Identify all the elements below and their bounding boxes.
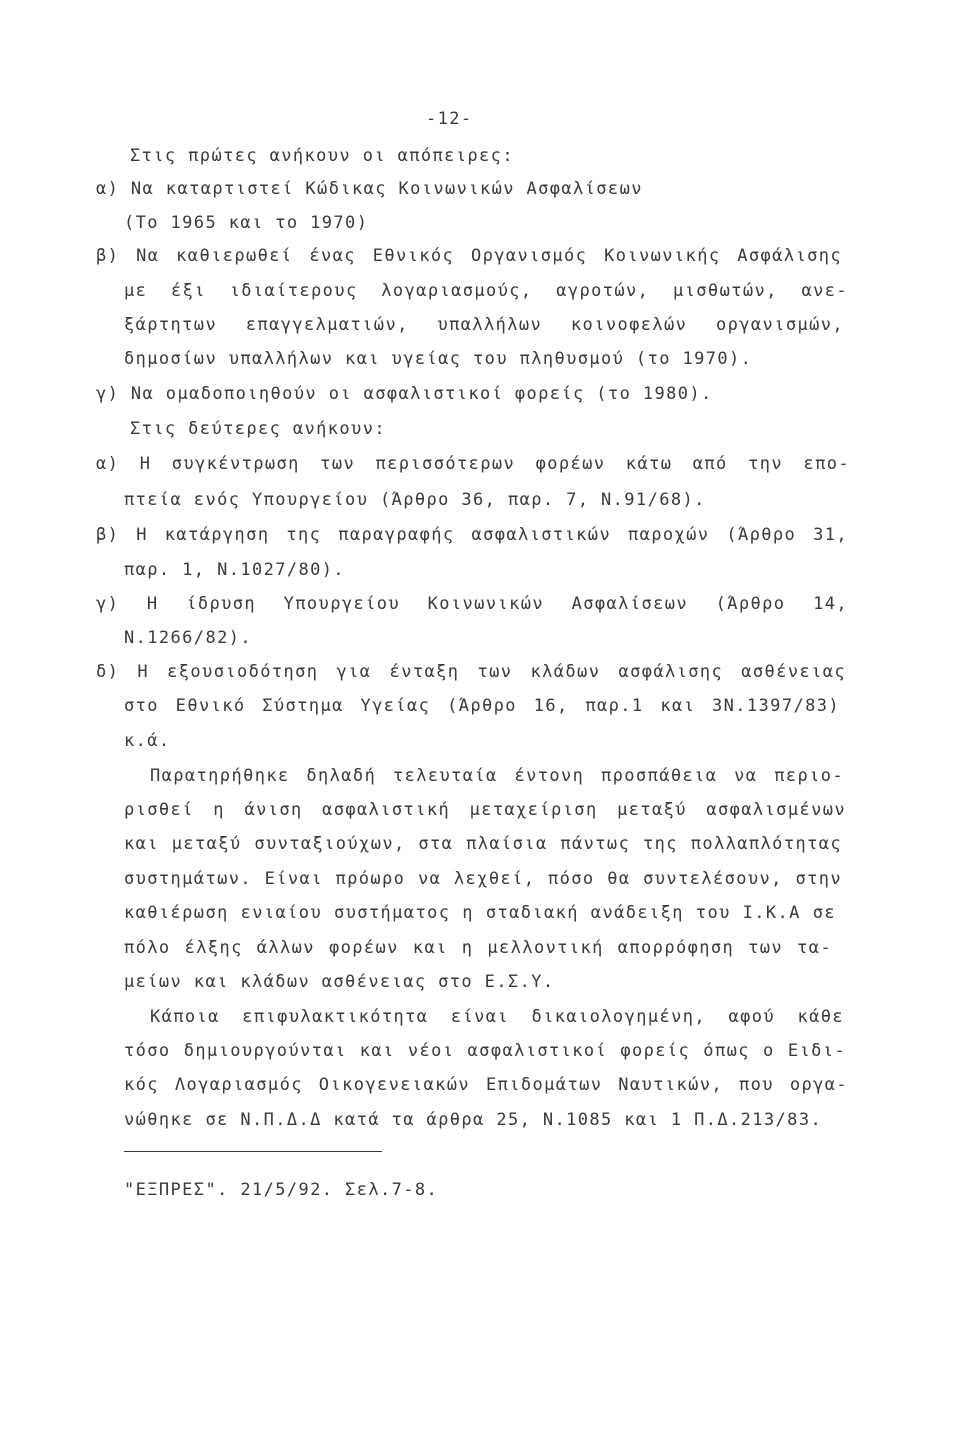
text-line: Στις δεύτερες ανήκουν: bbox=[130, 419, 386, 439]
text-line: πόλο έλξης άλλων φορέων και η μελλοντική απορρόφηση των τα- bbox=[124, 938, 832, 958]
text-line: δημοσίων υπαλλήλων και υγείας του πληθυσμού (το 1970). bbox=[124, 349, 753, 369]
text-line: στο Εθνικό Σύστημα Υγείας (Άρθρο 16, παρ.1 και 3Ν.1397/83) bbox=[124, 696, 840, 716]
list-item-a: α) Να καταρτιστεί Κώδικας Κοινωνικών Ασφαλίσεων bbox=[96, 179, 643, 199]
text-line: νώθηκε σε Ν.Π.Δ.Δ κατά τα άρθρα 25, Ν.1085 και 1 Π.Δ.213/83. bbox=[124, 1110, 823, 1130]
text-line: Παρατηρήθηκε δηλαδή τελευταία έντονη προσπάθεια να περιο- bbox=[150, 766, 844, 786]
text-line: Στις πρώτες ανήκουν οι απόπειρες: bbox=[130, 146, 514, 166]
text-line: παρ. 1, Ν.1027/80). bbox=[124, 560, 346, 580]
list-item-d: δ) Η εξουσιοδότηση για ένταξη των κλάδων ασφάλισης ασθένειας bbox=[96, 662, 846, 682]
footnote: "ΕΞΠΡΕΣ". 21/5/92. Σελ.7-8. bbox=[124, 1180, 439, 1200]
text-line: καθιέρωση ενιαίου συστήματος η σταδιακή ανάδειξη του Ι.Κ.Α σε bbox=[124, 903, 836, 923]
list-item-c: γ) Η ίδρυση Υπουργείου Κοινωνικών Ασφαλίσεων (Άρθρο 14, bbox=[96, 594, 848, 614]
text-line: συστημάτων. Είναι πρόωρο να λεχθεί, πόσο θα συντελέσουν, στην bbox=[124, 869, 842, 889]
text-line: μείων και κλάδων ασθένειας στο Ε.Σ.Υ. bbox=[124, 972, 555, 992]
text-line: τόσο δημιουργούνται και νέοι ασφαλιστικοί φορείς όπως ο Ειδι- bbox=[124, 1041, 846, 1061]
list-item-b: β) Η κατάργηση της παραγραφής ασφαλιστικών παροχών (Άρθρο 31, bbox=[96, 525, 848, 545]
text-line: με έξι ιδιαίτερους λογαριασμούς, αγροτών, μισθωτών, ανε- bbox=[124, 281, 848, 301]
text-line: κ.ά. bbox=[124, 731, 171, 751]
text-line: (Το 1965 και το 1970) bbox=[124, 213, 369, 233]
list-item-a: α) Η συγκέντρωση των περισσότερων φορέων κάτω από την επο- bbox=[96, 454, 850, 474]
list-item-c: γ) Να ομαδοποιηθούν οι ασφαλιστικοί φορείς (το 1980). bbox=[96, 384, 713, 404]
text-line: Ν.1266/82). bbox=[124, 628, 252, 648]
text-line: κός Λογαριασμός Οικογενειακών Επιδομάτων Ναυτικών, που οργα- bbox=[124, 1075, 848, 1095]
text-line: ξάρτητων επαγγελματιών, υπαλλήλων κοινοφελών οργανισμών, bbox=[124, 315, 844, 335]
page-number: -12- bbox=[426, 109, 473, 129]
text-line: και μεταξύ συνταξιούχων, στα πλαίσια πάντως της πολλαπλότητας bbox=[124, 834, 842, 854]
footnote-rule bbox=[124, 1151, 382, 1152]
text-line: ρισθεί η άνιση ασφαλιστική μεταχείριση μεταξύ ασφαλισμένων bbox=[124, 800, 846, 820]
list-item-b: β) Να καθιερωθεί ένας Εθνικός Οργανισμός Κοινωνικής Ασφάλισης bbox=[96, 246, 842, 266]
text-line: Κάποια επιφυλακτικότητα είναι δικαιολογημένη, αφού κάθε bbox=[150, 1007, 844, 1027]
text-line: πτεία ενός Υπουργείου (Άρθρο 36, παρ. 7, Ν.91/68). bbox=[124, 490, 706, 510]
